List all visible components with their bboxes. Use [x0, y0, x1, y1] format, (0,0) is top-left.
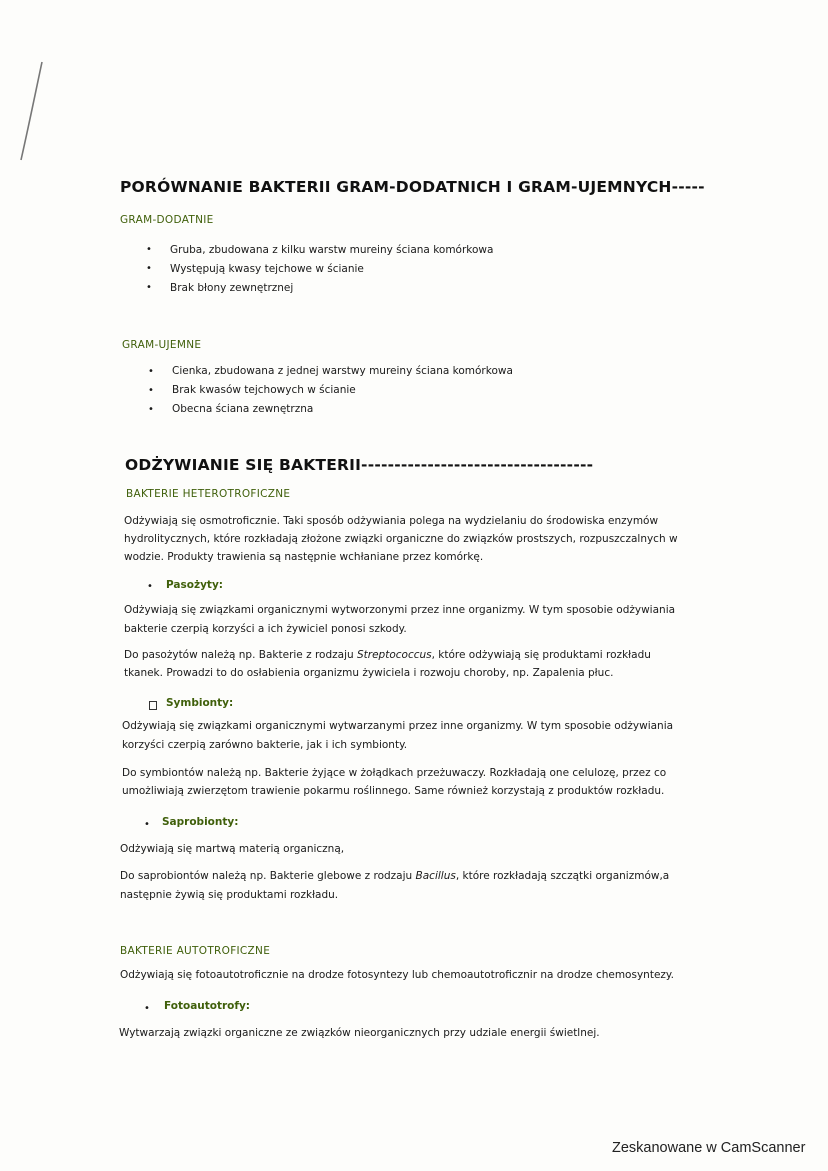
paragraph-line: Odżywiają się osmotroficznie. Taki sposób odżywiania polega na wydzielaniu do środowiska enzymów: [124, 515, 659, 527]
missing-glyph-icon: [149, 701, 157, 710]
paragraph-line: hydrolitycznych, które rozkładają złożone związki organiczne do związków prostszych, rozpuszczalnych w: [124, 533, 678, 545]
subheading-saprobionts: Saprobionty:: [162, 816, 239, 828]
list-item: Cienka, zbudowana z jednej warstwy mureiny ściana komórkowa: [172, 365, 513, 377]
heading-autotrophic: BAKTERIE AUTOTROFICZNE: [120, 945, 271, 957]
text: , które odżywiają się produktami rozkładu: [431, 649, 651, 661]
pen-mark: [0, 0, 60, 170]
genus-name: Streptococcus: [356, 649, 432, 661]
paragraph-line: Odżywiają się martwą materią organiczną,: [120, 843, 345, 855]
heading-heterotrophic: BAKTERIE HETEROTROFICZNE: [126, 488, 291, 500]
bullet-icon: •: [144, 1003, 150, 1014]
paragraph-line: Odżywiają się fotoautotroficznie na drodze fotosyntezy lub chemoautotroficznir na drodze chemosyntezy.: [120, 969, 674, 981]
bullet-icon: •: [148, 366, 154, 377]
list-item: Gruba, zbudowana z kilku warstw mureiny ściana komórkowa: [170, 244, 494, 256]
section-title-nutrition: ODŻYWIANIE SIĘ BAKTERII-----------------------------------: [125, 456, 594, 474]
list-item: Występują kwasy tejchowe w ścianie: [170, 263, 364, 275]
section-title-comparison: PORÓWNANIE BAKTERII GRAM-DODATNICH I GRAM-UJEMNYCH-----: [120, 178, 705, 196]
paragraph-line: Do symbiontów należą np. Bakterie żyjące w żołądkach przeżuwaczy. Rozkładają one celulozę, przez co: [122, 767, 667, 779]
paragraph-line: umożliwiają zwierzętom trawienie pokarmu roślinnego. Same również korzystają z produktów rozkładu.: [122, 785, 665, 797]
paragraph-line: Odżywiają się związkami organicznymi wytwarzanymi przez inne organizmy. W tym sposobie odżywiania: [122, 720, 674, 732]
bullet-icon: •: [146, 263, 152, 274]
paragraph-line: bakterie czerpią korzyści a ich żywiciel ponosi szkody.: [124, 623, 407, 635]
bullet-icon: •: [146, 282, 152, 293]
paragraph-line: następnie żywią się produktami rozkładu.: [120, 889, 339, 901]
heading-gram-negative: GRAM-UJEMNE: [122, 339, 202, 351]
paragraph-line: tkanek. Prowadzi to do osłabienia organizmu żywiciela i rozwoju choroby, np. Zapalenia płuc.: [124, 667, 614, 679]
text: Do saprobiontów należą np. Bakterie glebowe z rodzaju: [120, 870, 416, 882]
list-item: Brak kwasów tejchowych w ścianie: [172, 384, 356, 396]
bullet-icon: •: [148, 385, 154, 396]
subheading-symbionts: Symbionty:: [166, 697, 234, 709]
subheading-photoautotrophs: Fotoautotrofy:: [164, 1000, 251, 1012]
paragraph-line: korzyści czerpią zarówno bakterie, jak i ich symbionty.: [122, 739, 408, 751]
bullet-icon: •: [147, 581, 153, 592]
heading-gram-positive: GRAM-DODATNIE: [120, 214, 214, 226]
paragraph-line: Odżywiają się związkami organicznymi wytworzonymi przez inne organizmy. W tym sposobie odżywiania: [124, 604, 676, 616]
subheading-parasites: Pasożyty:: [166, 579, 223, 591]
list-item: Brak błony zewnętrznej: [170, 282, 294, 294]
bullet-icon: •: [148, 404, 154, 415]
paragraph-line: [124, 648, 651, 662]
bullet-icon: •: [146, 244, 152, 255]
text: , które rozkładają szczątki organizmów,a: [455, 870, 670, 882]
genus-name: Bacillus: [415, 870, 456, 882]
paragraph-line: Wytwarzają związki organiczne ze związków nieorganicznych przy udziale energii świetlnej.: [119, 1027, 600, 1039]
bullet-icon: •: [144, 819, 150, 830]
paragraph-line: [120, 869, 669, 883]
scanner-watermark: Zeskanowane w CamScanner: [612, 1140, 806, 1156]
paragraph-line: wodzie. Produkty trawienia są następnie wchłaniane przez komórkę.: [124, 551, 484, 563]
text: Do pasożytów należą np. Bakterie z rodzaju: [124, 649, 357, 661]
list-item: Obecna ściana zewnętrzna: [172, 403, 314, 415]
